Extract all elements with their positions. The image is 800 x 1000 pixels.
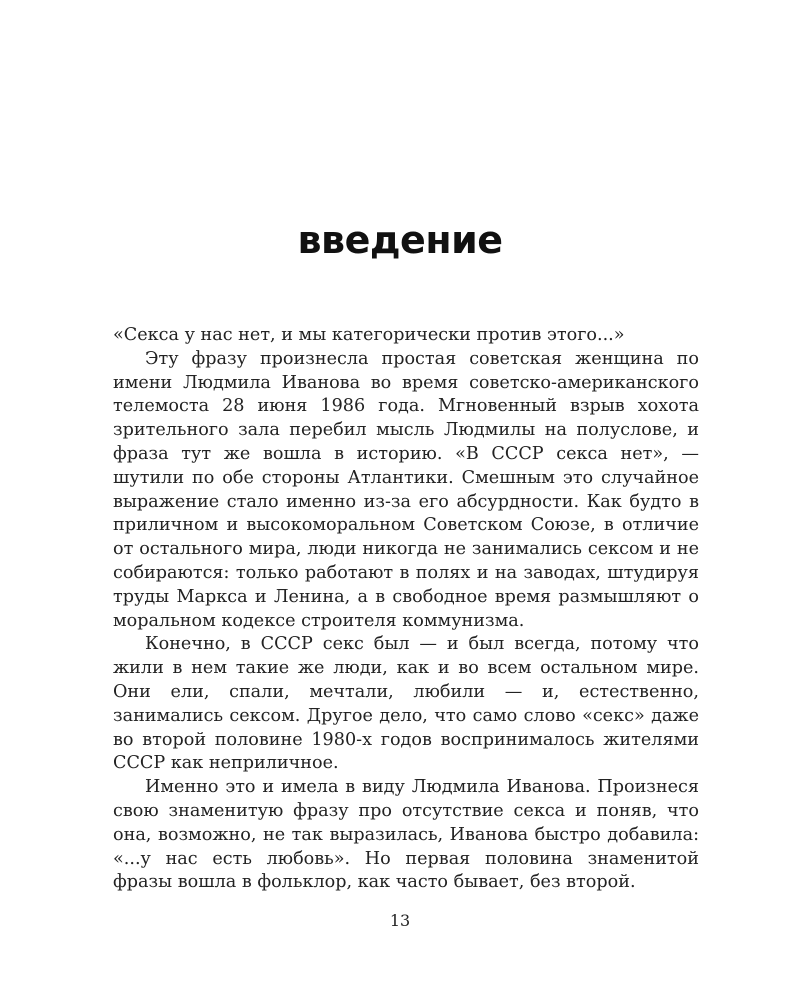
page-number: 13: [389, 911, 411, 930]
paragraph: Конечно, в СССР секс был — и был всегда, потому что жили в нем такие же люди, как и во всем остальном мире. Они ели, спали, мечтали, любили — и, естественно, занимались сексом. Другое дело, что само слово «секс» даже во второй половине 1980-х годов воспринималось жителями СССР как неприличное.: [113, 634, 699, 774]
opening-quote-paragraph: «Секса у нас нет, и мы категорически против этого...»: [113, 325, 625, 345]
paragraph: Именно это и имела в виду Людмила Иванова. Произнеся свою знаменитую фразу про отсутствие секса и поняв, что она, возможно, не так выразилась, Иванова быстро добавила: «...у нас есть любовь». Но первая половина знаменитой фразы вошла в фольклор, как часто бывает, без второй.: [113, 777, 699, 893]
body-text: [113, 324, 699, 895]
chapter-title: введение: [297, 218, 503, 262]
paragraph: Эту фразу произнесла простая советская женщина по имени Людмила Иванова во время советско-американского телемоста 28 июня 1986 года. Мгновенный взрыв хохота зрительного зала перебил мысль Людмилы на полуслове, и фраза тут же вошла в историю. «В СССР секса нет», — шутили по обе стороны Атлантики. Смешным это случайное выражение стало именно из-за его абсурдности. Как будто в приличном и высокоморальном Советском Союзе, в отличие от остального мира, люди никогда не занимались сексом и не собираются: только работают в полях и на заводах, штудируя труды Маркса и Ленина, а в свободное время размышляют о моральном кодексе строителя коммунизма.: [113, 348, 699, 631]
